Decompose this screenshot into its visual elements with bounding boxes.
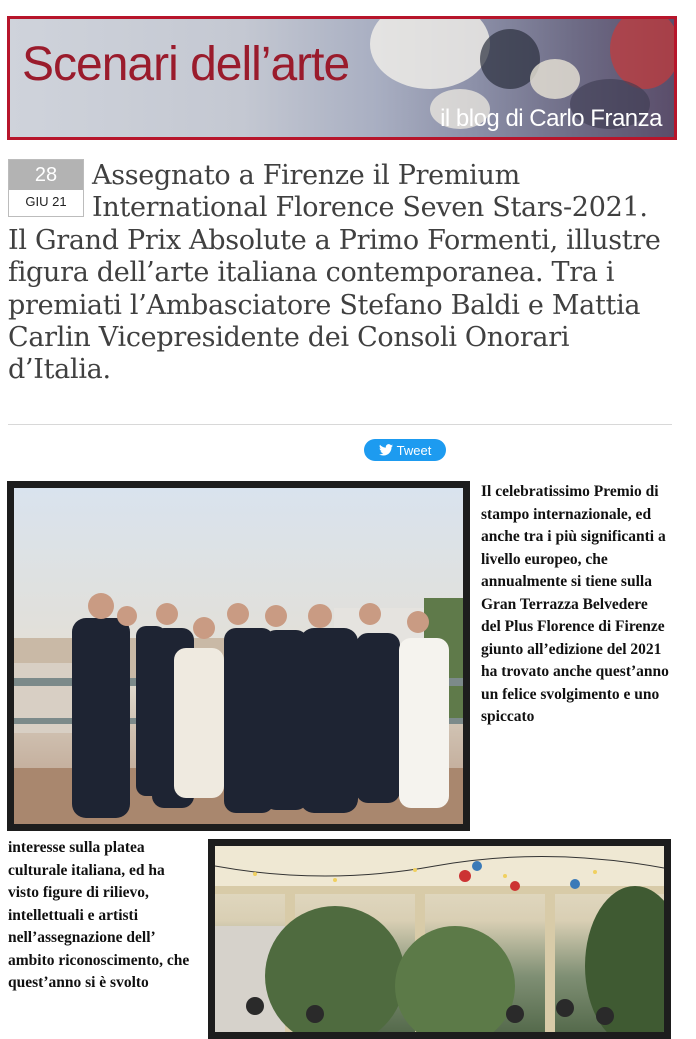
post-title[interactable]	[8, 160, 673, 387]
article-paragraph-2: interesse sulla platea culturale italiana, ed ha visto figure di rilievo, intellettuali e artisti nell’assegnazione dell’ ambito riconoscimento, che quest’anno si è svolto	[8, 839, 190, 991]
post-date-month: GIU 21	[25, 194, 67, 209]
blog-header-banner[interactable]	[7, 16, 677, 140]
title-divider	[8, 424, 672, 425]
blog-subtitle: il blog di Carlo Franza	[440, 105, 662, 132]
twitter-bird-icon	[379, 444, 393, 456]
blog-title: Scenari dell’arte	[22, 38, 350, 91]
article-paragraph-1: Il celebratissimo Premio di stampo internazionale, ed anche tra i più significanti a livello europeo, che annualmente si tiene sulla Gran Terrazza Belvedere del Plus Florence di Firenze giunto all’edizione del 2021 ha trovato anche quest’anno un felice svolgimento e uno spiccato	[481, 483, 669, 725]
post-title-text: Assegnato a Firenze il Premium International Florence Seven Stars-2021. Il Grand Prix Absolute a Primo Formenti, illustre figura dell’arte italiana contemporanea. Tra i premiati l’Ambasciatore Stefano Baldi e Mattia Carlin Vicepresidente dei Consoli Onorari d’Italia.	[8, 160, 661, 386]
post-date-day: 28	[9, 160, 83, 190]
tweet-button[interactable]	[364, 439, 446, 461]
award-group-photo	[7, 481, 470, 831]
award-ceremony-photo	[208, 839, 671, 1039]
tweet-button-label: Tweet	[396, 442, 432, 458]
